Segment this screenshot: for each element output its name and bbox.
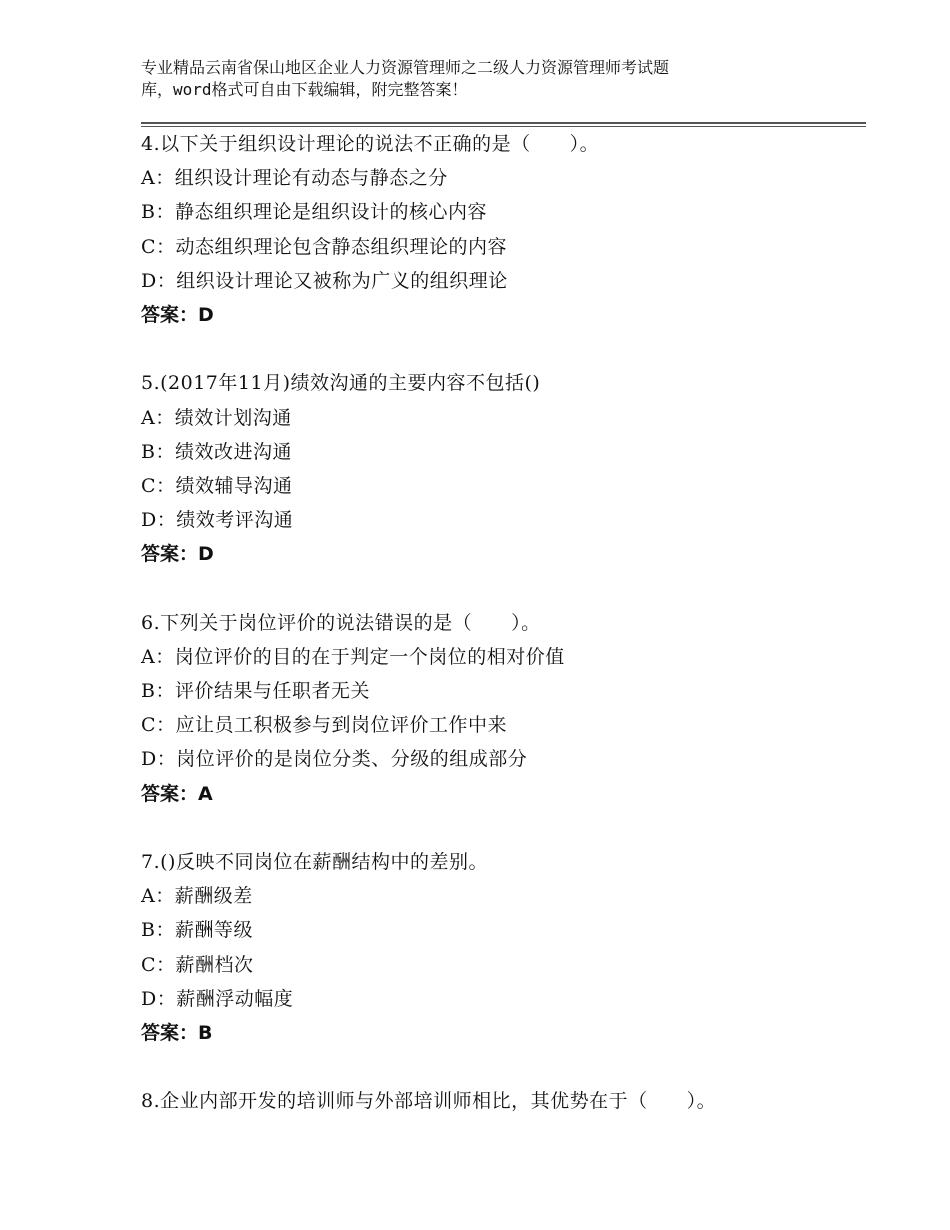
question-5 xyxy=(141,366,866,605)
header-line-2: 库，word格式可自由下载编辑，附完整答案！ xyxy=(141,80,468,99)
header-line-1: 专业精品云南省保山地区企业人力资源管理师之二级人力资源管理师考试题 xyxy=(141,58,670,77)
question-stem: 4.以下关于组织设计理论的说法不正确的是（ ）。 xyxy=(141,133,600,155)
option-b: B：绩效改进沟通 xyxy=(141,440,292,463)
option-c: C：绩效辅导沟通 xyxy=(141,474,293,497)
question-4 xyxy=(141,127,866,366)
document-header xyxy=(141,57,801,101)
option-c: C：应让员工积极参与到岗位评价工作中来 xyxy=(141,714,508,737)
question-stem: 5.(2017年11月)绩效沟通的主要内容不包括() xyxy=(141,372,541,395)
question-6 xyxy=(141,606,866,845)
option-d: D：绩效考评沟通 xyxy=(141,509,294,532)
header-rule-thick xyxy=(141,122,866,124)
question-7 xyxy=(141,845,866,1084)
question-stem: 8.企业内部开发的培训师与外部培训师相比，其优势在于（ ）。 xyxy=(141,1090,717,1113)
question-list xyxy=(141,127,866,1118)
question-8 xyxy=(141,1084,866,1118)
question-stem: 7.()反映不同岗位在薪酬结构中的差别。 xyxy=(141,850,488,873)
question-stem: 6.下列关于岗位评价的说法错误的是（ ）。 xyxy=(141,611,541,634)
option-d: D：组织设计理论又被称为广义的组织理论 xyxy=(141,269,508,292)
option-d: D：薪酬浮动幅度 xyxy=(141,987,294,1010)
option-b: B：评价结果与任职者无关 xyxy=(141,680,370,702)
option-b: B：薪酬等级 xyxy=(141,919,253,942)
option-a: A：组织设计理论有动态与静态之分 xyxy=(141,167,448,190)
option-d: D：岗位评价的是岗位分类、分级的组成部分 xyxy=(141,748,528,771)
answer-label: 答案：B xyxy=(141,1021,213,1044)
answer-label: 答案：D xyxy=(141,543,214,566)
option-a: A：岗位评价的目的在于判定一个岗位的相对价值 xyxy=(141,645,565,668)
answer-label: 答案：A xyxy=(141,782,213,805)
option-a: A：绩效计划沟通 xyxy=(141,406,292,429)
option-a: A：薪酬级差 xyxy=(141,885,253,908)
option-b: B：静态组织理论是组织设计的核心内容 xyxy=(141,201,487,224)
option-c: C：动态组织理论包含静态组织理论的内容 xyxy=(141,235,508,258)
option-c: C：薪酬档次 xyxy=(141,953,254,976)
answer-label: 答案：D xyxy=(141,303,214,326)
